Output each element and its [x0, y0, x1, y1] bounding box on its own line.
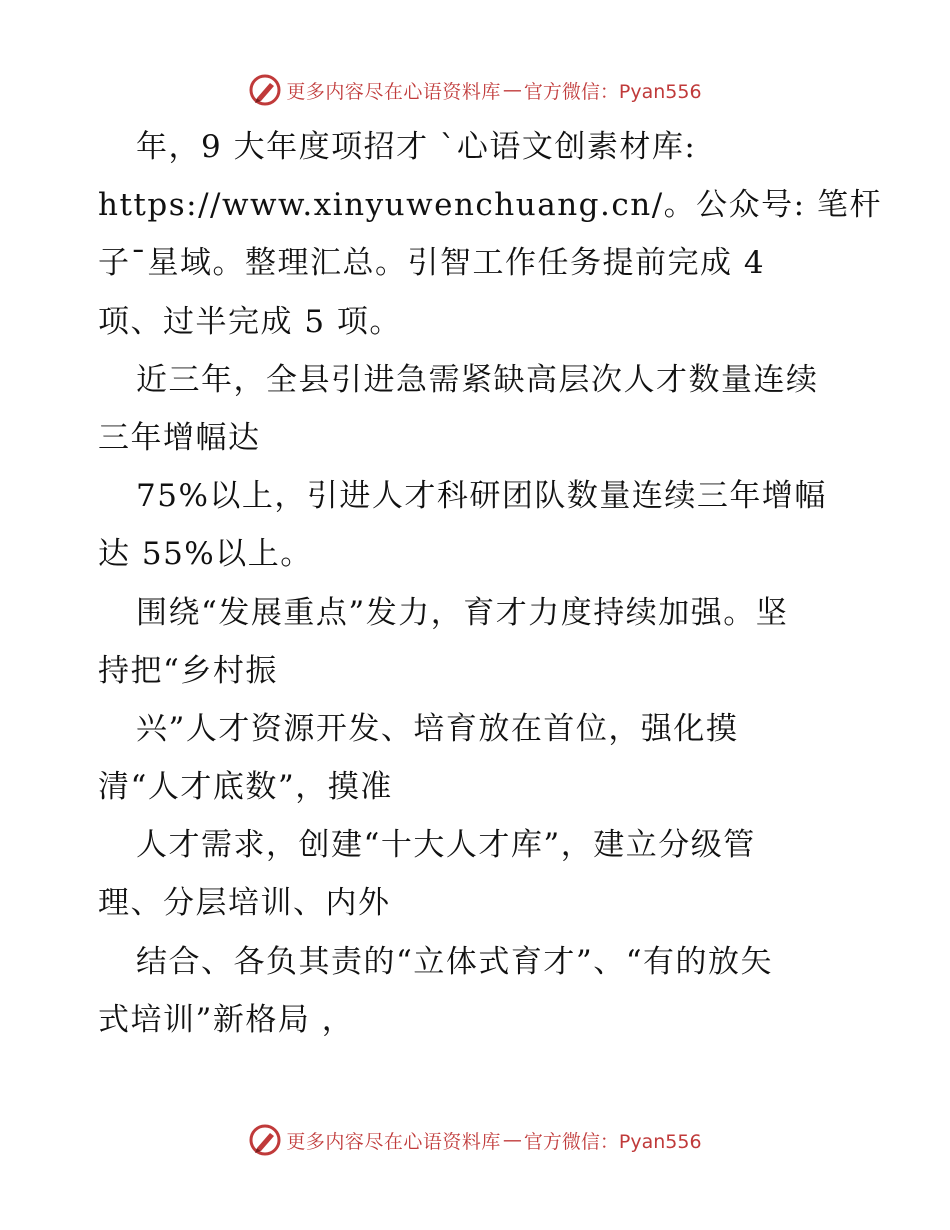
text-line: 式培训”新格局 ， — [98, 1001, 355, 1038]
text-line: 近三年，全县引进急需紧缺高层次人才数量连续 — [136, 361, 819, 398]
document-body — [98, 118, 882, 1049]
pen-seal-icon — [248, 1123, 282, 1157]
banner-dash: — — [502, 1129, 522, 1151]
text-line: 持把“乡村振 — [98, 652, 278, 689]
banner-text: 更多内容尽在心语资料库 — [286, 1130, 501, 1153]
header-banner — [0, 70, 950, 110]
text-line: 结合、各负其责的“立体式育才”、“有的放矢 — [136, 943, 774, 980]
text-line: 子¯星域。整理汇总。引智工作任务提前完成 4 — [98, 245, 766, 282]
text-line: 理、分层培训、内外 — [98, 885, 391, 922]
text-line: 清“人才底数”，摸准 — [98, 769, 393, 806]
pen-seal-icon — [248, 73, 282, 107]
banner-wechat: 官方微信：Pyan556 — [523, 80, 702, 103]
text-line: 75%以上，引进人才科研团队数量连续三年增幅 — [136, 478, 827, 515]
text-line: https://www.xinyuwenchuang.cn/。公众号: 笔杆 — [98, 187, 882, 224]
banner-dash: — — [502, 79, 522, 101]
text-line: 三年增幅达 — [98, 419, 261, 456]
text-line: 项、过半完成 5 项。 — [98, 303, 402, 340]
banner-wechat: 官方微信：Pyan556 — [523, 1130, 702, 1153]
text-line: 年，9 大年度项招才 `心语文创素材库: — [136, 129, 697, 165]
text-line: 达 55%以上。 — [98, 536, 313, 573]
text-line: 兴”人才资源开发、培育放在首位，强化摸 — [136, 710, 739, 747]
footer-banner — [0, 1120, 950, 1160]
text-line: 人才需求，创建“十大人才库”，建立分级管 — [136, 827, 756, 864]
banner-text: 更多内容尽在心语资料库 — [286, 80, 501, 103]
text-line: 围绕“发展重点”发力，育才力度持续加强。坚 — [136, 594, 789, 631]
